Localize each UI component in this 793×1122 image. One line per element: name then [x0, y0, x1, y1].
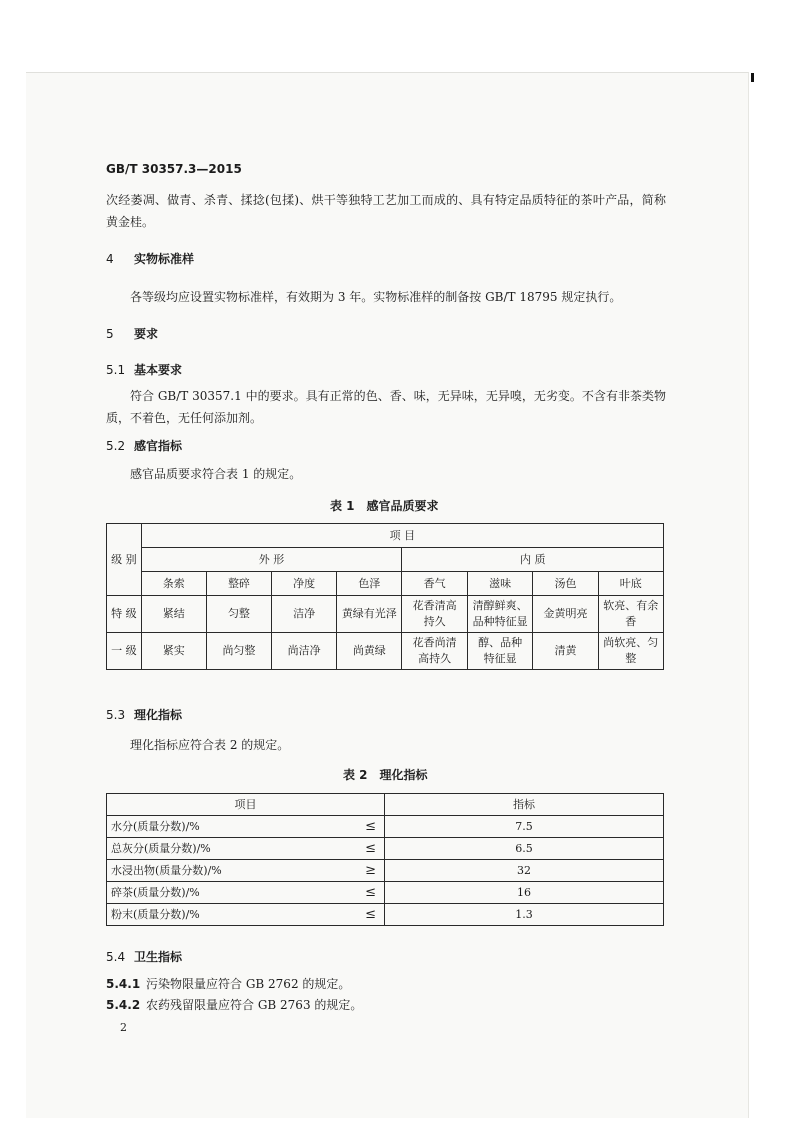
table-cell: 清黄	[533, 633, 598, 670]
value-cell: 1.3	[385, 904, 664, 926]
column-header: 香气	[402, 572, 467, 596]
column-header: 汤色	[533, 572, 598, 596]
table-cell: 尚洁净	[272, 633, 337, 670]
section-body: 农药残留限量应符合 GB 2763 的规定。	[146, 998, 363, 1012]
section-4-heading	[106, 250, 194, 268]
section-5-4-1	[106, 975, 350, 993]
table-row	[107, 860, 664, 882]
physicochemical-table	[106, 793, 664, 926]
table-row	[107, 633, 664, 670]
table-cell: 花香尚清高持久	[402, 633, 467, 670]
item-cell: 粉末(质量分数)/%	[107, 904, 345, 926]
section-number: 5.3	[106, 708, 126, 722]
table-1-caption: 表 1 感官品质要求	[330, 499, 439, 513]
table-cell: 清醇鲜爽、品种特征显	[467, 596, 533, 633]
section-title: 实物标准样	[134, 252, 195, 266]
grade-header: 级 别	[107, 524, 142, 596]
column-header: 滋味	[467, 572, 533, 596]
section-5-3-heading	[106, 706, 182, 724]
table-cell: 花香清高持久	[402, 596, 467, 633]
column-header: 色泽	[337, 572, 402, 596]
value-cell: 6.5	[385, 838, 664, 860]
section-title: 基本要求	[134, 363, 183, 377]
section-number: 5.2	[106, 439, 126, 453]
item-cell: 水分(质量分数)/%	[107, 816, 345, 838]
table-2-caption: 表 2 理化指标	[343, 768, 428, 782]
column-header: 整碎	[206, 572, 271, 596]
column-header: 叶底	[598, 572, 663, 596]
column-header: 条索	[141, 572, 206, 596]
item-cell: 碎茶(质量分数)/%	[107, 882, 345, 904]
table-cell: 紧结	[141, 596, 206, 633]
value-header: 指标	[385, 794, 664, 816]
intro-paragraph: 次经萎凋、做青、杀青、揉捻(包揉)、烘干等独特工艺加工而成的、具有特定品质特征的茶叶产品，简称黄金桂。	[106, 193, 666, 229]
column-header: 净度	[272, 572, 337, 596]
section-number: 5.4.1	[106, 977, 141, 991]
table-cell: 洁净	[272, 596, 337, 633]
table-cell: 软亮、有余香	[598, 596, 663, 633]
table-row	[107, 882, 664, 904]
operator-cell: ≤	[344, 904, 384, 926]
sensory-quality-table	[106, 523, 664, 670]
appearance-header: 外 形	[141, 548, 402, 572]
standard-number: GB/T 30357.3—2015	[106, 162, 242, 176]
table-row	[107, 596, 664, 633]
section-title: 理化指标	[134, 708, 183, 722]
value-cell: 16	[385, 882, 664, 904]
section-title: 感官指标	[134, 439, 183, 453]
section-5-heading	[106, 325, 158, 343]
section-number: 5.4	[106, 950, 126, 964]
operator-cell: ≤	[344, 882, 384, 904]
section-title: 卫生指标	[134, 950, 183, 964]
section-body: 污染物限量应符合 GB 2762 的规定。	[146, 977, 351, 991]
table-cell: 尚匀整	[206, 633, 271, 670]
scan-edge-mark	[751, 73, 754, 82]
table-cell: 尚软亮、匀整	[598, 633, 663, 670]
section-5-4-2	[106, 996, 362, 1014]
table-cell: 尚黄绿	[337, 633, 402, 670]
table-cell: 紧实	[141, 633, 206, 670]
section-5-3-body: 理化指标应符合表 2 的规定。	[130, 738, 290, 752]
section-5-1-body: 符合 GB/T 30357.1 中的要求。具有正常的色、香、味，无异味，无异嗅，无劣变。不含有非茶类物质，不着色，无任何添加剂。	[106, 389, 666, 425]
item-cell: 总灰分(质量分数)/%	[107, 838, 345, 860]
table-row	[107, 838, 664, 860]
table-cell: 黄绿有光泽	[337, 596, 402, 633]
operator-cell: ≥	[344, 860, 384, 882]
item-header: 项 目	[141, 524, 663, 548]
section-5-2-body: 感官品质要求符合表 1 的规定。	[130, 467, 302, 481]
value-cell: 7.5	[385, 816, 664, 838]
table-row	[107, 816, 664, 838]
table-cell: 金黄明亮	[533, 596, 598, 633]
section-4-body: 各等级均应设置实物标准样，有效期为 3 年。实物标准样的制备按 GB/T 18795 规定执行。	[130, 290, 622, 304]
item-cell: 水浸出物(质量分数)/%	[107, 860, 345, 882]
section-number: 4	[106, 252, 114, 266]
table-cell: 匀整	[206, 596, 271, 633]
grade-cell: 特 级	[107, 596, 142, 633]
operator-cell: ≤	[344, 838, 384, 860]
item-header: 项目	[107, 794, 385, 816]
section-number: 5.4.2	[106, 998, 141, 1012]
table-cell: 醇、品种特征显	[467, 633, 533, 670]
section-5-2-heading	[106, 437, 182, 455]
grade-cell: 一 级	[107, 633, 142, 670]
operator-cell: ≤	[344, 816, 384, 838]
quality-header: 内 质	[402, 548, 664, 572]
section-number: 5	[106, 327, 114, 341]
section-5-1-heading	[106, 361, 182, 379]
section-5-4-heading	[106, 948, 182, 966]
value-cell: 32	[385, 860, 664, 882]
table-row	[107, 904, 664, 926]
section-title: 要求	[134, 327, 159, 341]
page-number: 2	[120, 1021, 127, 1034]
section-number: 5.1	[106, 363, 126, 377]
